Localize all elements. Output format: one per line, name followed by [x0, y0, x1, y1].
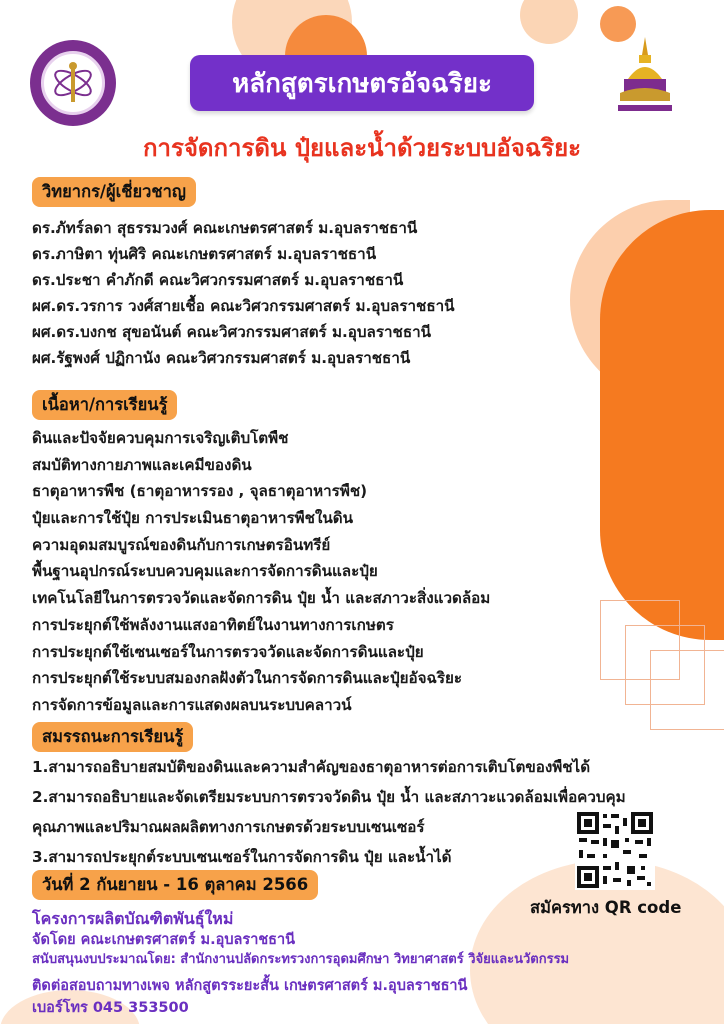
decor-right-band — [600, 210, 724, 640]
competencies-list — [32, 752, 626, 872]
competency-item: คุณภาพและปริมาณผลผลิตทางการเกษตรด้วยระบบเซนเซอร์ — [32, 818, 425, 836]
content-item: ปุ๋ยและการใช้ปุ๋ย การประเมินธาตุอาหารพืชในดิน — [32, 509, 354, 528]
content-item: เทคโนโลยีในการตรวจวัดและจัดการดิน ปุ๋ย น้ำ และสภาวะสิ่งแวดล้อม — [32, 589, 491, 608]
decor-circle-top-right — [520, 0, 578, 44]
content-item: ความอุดมสมบูรณ์ของดินกับการเกษตรอินทรีย์ — [32, 535, 331, 554]
speaker-item: ผศ.ดร.วรการ วงศ์สายเชื้อ คณะวิศวกรรมศาสตร์ ม.อุบลราชธานี — [32, 297, 455, 315]
competency-item: 1.สามารถอธิบายสมบัติของดินและความสำคัญของธาตุอาหารต่อการเติบโตของพืชได้ — [32, 758, 591, 776]
speaker-item: ดร.ภัทร์ลดา สุธรรมวงศ์ คณะเกษตรศาสตร์ ม.อุบลราชธานี — [32, 219, 418, 237]
competency-item: 3.สามารถประยุกต์ระบบเซนเซอร์ในการจัดการดิน ปุ๋ย และน้ำได้ — [32, 848, 452, 866]
speaker-item: ผศ.ดร.บงกช สุขอนันต์ คณะวิศวกรรมศาสตร์ ม.อุบลราชธานี — [32, 323, 432, 341]
speakers-heading: วิทยากร/ผู้เชี่ยวชาญ — [32, 177, 196, 207]
project-organizer: จัดโดย คณะเกษตรศาสตร์ ม.อุบลราชธานี — [32, 932, 296, 948]
project-phone: เบอร์โทร 045 353500 — [32, 1000, 189, 1016]
speaker-item: ดร.ประชา คำภักดี คณะวิศวกรรมศาสตร์ ม.อุบลราชธานี — [32, 271, 404, 289]
content-item: พื้นฐานอุปกรณ์ระบบควบคุมและการจัดการดินและปุ๋ย — [32, 562, 378, 581]
content-heading: เนื้อหา/การเรียนรู้ — [32, 390, 177, 420]
content-item: ธาตุอาหารพืช (ธาตุอาหารรอง , จุลธาตุอาหารพืช) — [32, 482, 368, 501]
qr-code-icon[interactable] — [575, 810, 655, 890]
project-name: โครงการผลิตบัณฑิตพันธุ์ใหม่ — [32, 909, 234, 928]
qr-label: สมัครทาง QR code — [530, 898, 682, 917]
content-item: ดินและปัจจัยควบคุมการเจริญเติบโตพืช — [32, 429, 289, 447]
speaker-item: ดร.ภาษิตา ทุ่นศิริ คณะเกษตรศาสตร์ ม.อุบลราชธานี — [32, 245, 377, 263]
content-item: การประยุกต์ใช้เซนเซอร์ในการตรวจวัดและจัดการดินและปุ๋ย — [32, 642, 424, 661]
project-sponsor: สนับสนุนงบประมาณโดย: สำนักงานปลัดกระทรวงการอุดมศึกษา วิทยาศาสตร์ วิจัยและนวัตกรรม — [32, 952, 570, 967]
date-badge: วันที่ 2 กันยายน - 16 ตุลาคม 2566 — [32, 870, 318, 900]
ministry-seal-icon — [30, 40, 116, 126]
speakers-list — [32, 215, 455, 371]
project-contact: ติดต่อสอบถามทางเพจ หลักสูตรระยะสั้น เกษตรศาสตร์ ม.อุบลราชธานี — [32, 978, 468, 994]
decor-square-3 — [650, 650, 724, 730]
content-item: สมบัติทางกายภาพและเคมีของดิน — [32, 455, 252, 474]
content-item: การจัดการข้อมูลและการแสดงผลบนระบบคลาวน์ — [32, 695, 352, 714]
content-list — [32, 425, 490, 719]
competency-item: 2.สามารถอธิบายและจัดเตรียมระบบการตรวจวัดดิน ปุ๋ย น้ำ และสภาวะแวดล้อมเพื่อควบคุม — [32, 788, 626, 806]
course-subtitle: การจัดการดิน ปุ๋ยและน้ำด้วยระบบอัจฉริยะ — [142, 134, 582, 162]
university-stupa-icon — [610, 35, 680, 115]
content-item: การประยุกต์ใช้ระบบสมองกลฝังตัวในการจัดการดินและปุ๋ยอัจฉริยะ — [32, 669, 463, 688]
competencies-heading: สมรรถนะการเรียนรู้ — [32, 722, 193, 752]
speaker-item: ผศ.รัฐพงศ์ ปฏิกานัง คณะวิศวกรรมศาสตร์ ม.อุบลราชธานี — [32, 349, 411, 367]
course-title: หลักสูตรเกษตรอัจฉริยะ — [190, 55, 534, 111]
content-item: การประยุกต์ใช้พลังงานแสงอาทิตย์ในงานทางการเกษตร — [32, 615, 394, 634]
